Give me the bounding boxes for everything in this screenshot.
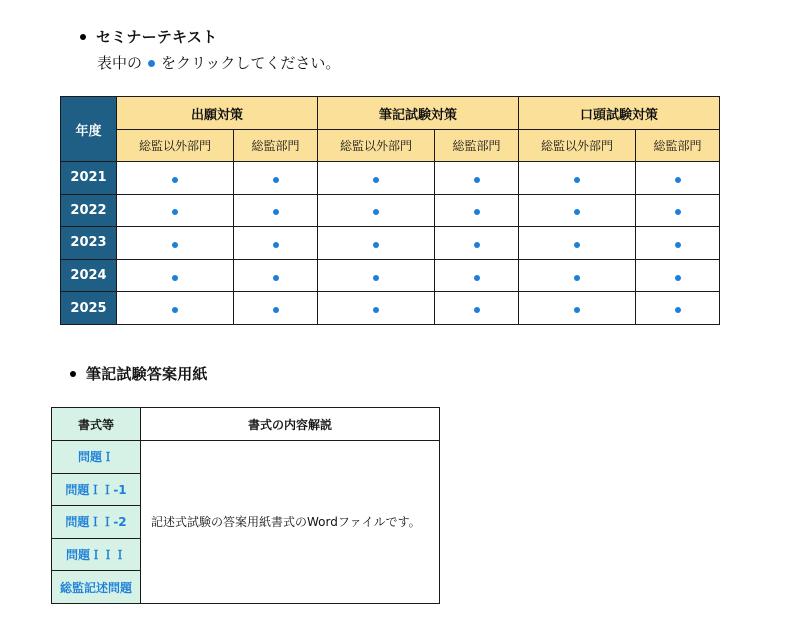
answer-sheet-row	[52, 441, 440, 474]
dot-link-written-general-2025[interactable]	[474, 307, 480, 313]
category-header-written-exam: 筆記試験対策	[318, 97, 519, 130]
seminar-cell	[519, 194, 636, 227]
seminar-cell	[234, 194, 318, 227]
answer-sheet-link[interactable]: 総監記述問題	[59, 580, 132, 595]
dot-link-application-general-2023[interactable]	[273, 242, 279, 248]
dot-link-application-non-general-2025[interactable]	[172, 307, 178, 313]
seminar-cell	[636, 292, 720, 325]
subheader-general: 総監部門	[234, 130, 318, 162]
seminar-cell	[435, 292, 519, 325]
subheader-general: 総監部門	[435, 130, 519, 162]
year-cell: 2025	[61, 292, 117, 325]
answer-sheet-table	[51, 407, 440, 604]
dot-link-oral-general-2024[interactable]	[675, 275, 681, 281]
seminar-cell	[318, 162, 435, 195]
format-description-cell: 記述式試験の答案用紙書式のWordファイルです。	[141, 441, 440, 604]
dot-link-oral-non-general-2025[interactable]	[574, 307, 580, 313]
dot-link-oral-general-2023[interactable]	[675, 242, 681, 248]
seminar-cell	[117, 292, 234, 325]
answer-sheet-link[interactable]: 問題ＩＩ-2	[65, 515, 127, 530]
seminar-instruction	[97, 52, 340, 73]
seminar-cell	[234, 292, 318, 325]
year-header: 年度	[61, 97, 117, 162]
seminar-cell	[234, 162, 318, 195]
answer-sheet-item-cell	[52, 506, 141, 539]
dot-link-application-non-general-2022[interactable]	[172, 209, 178, 215]
dot-link-oral-non-general-2023[interactable]	[574, 242, 580, 248]
format-header: 書式等	[52, 408, 141, 441]
answer-sheet-item-cell	[52, 441, 141, 474]
answer-sheet-heading-label: 筆記試験答案用紙	[86, 365, 208, 383]
seminar-cell	[435, 194, 519, 227]
dot-link-written-general-2023[interactable]	[474, 242, 480, 248]
seminar-row-2024	[61, 259, 720, 292]
dot-link-written-general-2021[interactable]	[474, 177, 480, 183]
dot-link-oral-non-general-2021[interactable]	[574, 177, 580, 183]
seminar-row-2023	[61, 227, 720, 260]
seminar-cell	[435, 162, 519, 195]
answer-sheet-link[interactable]: 問題Ｉ	[77, 450, 114, 465]
category-header-oral-exam: 口頭試験対策	[519, 97, 720, 130]
seminar-cell	[636, 227, 720, 260]
seminar-cell	[435, 227, 519, 260]
dot-link-written-non-general-2022[interactable]	[373, 209, 379, 215]
seminar-cell	[435, 259, 519, 292]
seminar-cell	[234, 227, 318, 260]
seminar-cell	[636, 162, 720, 195]
dot-link-written-general-2022[interactable]	[474, 209, 480, 215]
blue-dot-icon	[148, 60, 155, 67]
seminar-cell	[117, 194, 234, 227]
dot-link-written-non-general-2025[interactable]	[373, 307, 379, 313]
dot-link-application-non-general-2024[interactable]	[172, 275, 178, 281]
bullet-dot-icon	[80, 34, 86, 40]
seminar-heading-label: セミナーテキスト	[96, 28, 218, 46]
answer-sheet-section-heading	[70, 363, 208, 384]
dot-link-application-non-general-2023[interactable]	[172, 242, 178, 248]
subheader-non-general: 総監以外部門	[519, 130, 636, 162]
dot-link-application-general-2022[interactable]	[273, 209, 279, 215]
answer-sheet-link[interactable]: 問題ＩＩ-1	[65, 482, 127, 497]
instruction-suffix: をクリックしてください。	[161, 54, 341, 72]
seminar-cell	[519, 162, 636, 195]
answer-sheet-item-cell	[52, 538, 141, 571]
answer-sheet-item-cell	[52, 473, 141, 506]
dot-link-application-general-2025[interactable]	[273, 307, 279, 313]
seminar-row-2022	[61, 194, 720, 227]
dot-link-written-non-general-2021[interactable]	[373, 177, 379, 183]
dot-link-written-general-2024[interactable]	[474, 275, 480, 281]
seminar-cell	[519, 292, 636, 325]
dot-link-oral-general-2025[interactable]	[675, 307, 681, 313]
instruction-prefix: 表中の	[97, 54, 143, 72]
dot-link-written-non-general-2023[interactable]	[373, 242, 379, 248]
seminar-cell	[519, 227, 636, 260]
subheader-general: 総監部門	[636, 130, 720, 162]
dot-link-oral-non-general-2024[interactable]	[574, 275, 580, 281]
seminar-cell	[318, 194, 435, 227]
dot-link-oral-general-2022[interactable]	[675, 209, 681, 215]
dot-link-oral-non-general-2022[interactable]	[574, 209, 580, 215]
dot-link-written-non-general-2024[interactable]	[373, 275, 379, 281]
bullet-dot-icon	[70, 371, 76, 377]
dot-link-application-general-2024[interactable]	[273, 275, 279, 281]
subheader-non-general: 総監以外部門	[117, 130, 234, 162]
year-cell: 2024	[61, 259, 117, 292]
dot-link-application-non-general-2021[interactable]	[172, 177, 178, 183]
seminar-cell	[234, 259, 318, 292]
seminar-cell	[318, 227, 435, 260]
seminar-cell	[117, 162, 234, 195]
answer-sheet-link[interactable]: 問題ＩＩＩ	[65, 548, 126, 563]
subheader-non-general: 総監以外部門	[318, 130, 435, 162]
dot-link-application-general-2021[interactable]	[273, 177, 279, 183]
format-description-header: 書式の内容解説	[141, 408, 440, 441]
year-cell: 2021	[61, 162, 117, 195]
seminar-cell	[636, 259, 720, 292]
category-header-application: 出願対策	[117, 97, 318, 130]
seminar-cell	[117, 259, 234, 292]
seminar-section-heading	[80, 26, 217, 47]
seminar-cell	[117, 227, 234, 260]
year-cell: 2022	[61, 194, 117, 227]
year-cell: 2023	[61, 227, 117, 260]
seminar-row-2025	[61, 292, 720, 325]
seminar-cell	[519, 259, 636, 292]
seminar-cell	[636, 194, 720, 227]
seminar-cell	[318, 259, 435, 292]
seminar-text-table	[60, 96, 720, 325]
seminar-row-2021	[61, 162, 720, 195]
dot-link-oral-general-2021[interactable]	[675, 177, 681, 183]
answer-sheet-item-cell	[52, 571, 141, 604]
seminar-cell	[318, 292, 435, 325]
